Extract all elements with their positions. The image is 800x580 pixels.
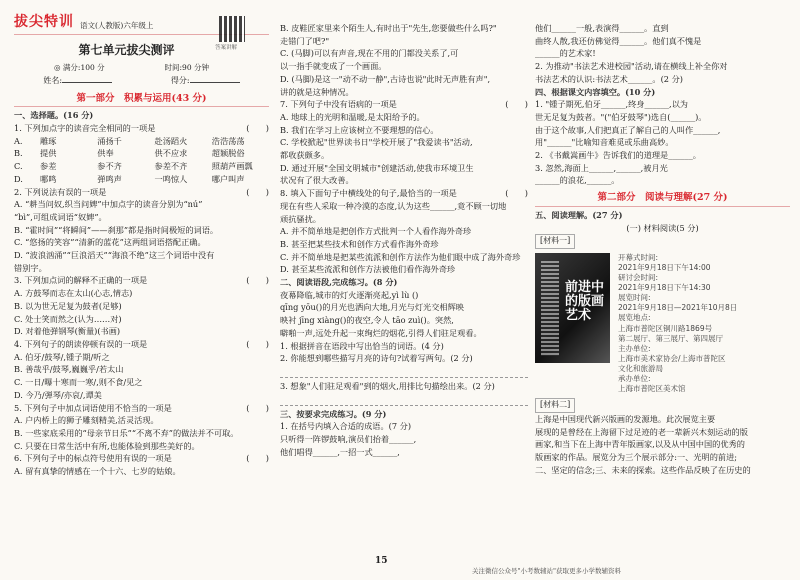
section-3-heading: 三、按要求完成练习。(9 分) (280, 408, 387, 419)
text-line: 错别字。 (14, 262, 47, 273)
text-line: C. 一日/曝十寒而一寒/,则不食/见之 (14, 377, 143, 388)
middle-column (280, 22, 528, 459)
text-line: 他们唱得______,一招一式______, (280, 446, 400, 457)
text-line: 夜幕降临,城市的灯火逐渐亮起,yì lù () (280, 289, 419, 300)
text-line: 由于这个故事,人们把真正了解自己的人叫作______, (535, 124, 721, 135)
text-line: 书法艺术的认识:书法艺术______。(2 分) (535, 73, 683, 84)
text-line: 二、坚定的信念;三、未来的探索。这些作品反映了在历史的 (535, 464, 751, 475)
text-line: D. “波浪汹涌”“巨浪滔天”“海浪不绝”这三个词语中没有 (14, 250, 215, 261)
text-line: A. 并不简单地是把创作方式批判一个人看作海外奇珍 (280, 226, 472, 237)
poster-cover-image (535, 253, 610, 363)
question-4: 4. 下列句子的朗读停顿有误的一项是 ( ) (14, 338, 269, 349)
text-line: 2. 你能想到哪些描写月亮的诗句?试着写两句。(2 分) (280, 353, 473, 364)
text-line: D. 今乃/弹琴/亦哀/,谭美 (14, 389, 102, 400)
student-fields: 姓名: 得分: (14, 75, 269, 87)
text-line: 2. 《书戴嵩画牛》告诉我们的道理是______。 (535, 150, 701, 161)
text-line: 1. 在括号内填入合适的成语。(7 分) (280, 421, 412, 432)
text-line: 都收获颇多。 (280, 150, 330, 161)
part-two-heading: 第二部分 阅读与理解(27 分) (535, 191, 790, 207)
subsection-heading: (一) 材料阅读(5 分) (626, 222, 699, 233)
text-line: 2. 为推动"书法艺术进校园"活动,请在横线上补全你对 (535, 61, 728, 72)
text-line: D. (马脚)是这一"动不动一静",古诗也说"此时无声胜有声", (280, 73, 491, 84)
left-column (14, 0, 269, 478)
text-line: 他们______一般,表演得______。直到 (535, 23, 669, 33)
text-line: B. 我们在学习上应该树立不要理想的信心。 (280, 124, 439, 135)
text-line: B. 甚至把某些技术和创作方式看作海外奇珍 (280, 238, 439, 249)
answer-line[interactable] (280, 393, 528, 406)
score-label: 得分 (170, 76, 187, 86)
text-line: A. 伯牙/鼓琴/,锺子期/听之 (14, 351, 110, 362)
text-line: D. 对着他弹钢琴(衡量)(书画) (14, 326, 121, 337)
text-line: C. “悠扬的笑容”“清新的蓝花”这两组词语搭配正确。 (14, 237, 206, 248)
poster-cover-title: 前进中的版画艺术 (565, 279, 605, 324)
text-line: 噼啪一声,远处升起一束绚烂的烟花,引得人们驻足观看。 (280, 327, 482, 338)
text-line: 只听得一阵锣鼓响,演员们抬着______, (280, 434, 417, 445)
full-score: ◎ 满分:100 分 (54, 62, 105, 72)
text-line: D. 甚至某些流派和创作方法被他们看作海外奇珍 (280, 264, 456, 275)
question-5: 5. 下列句子中加点词语使用不恰当的一项是 ( ) (14, 402, 269, 413)
text-line: C. (马脚)可以有声音,现在不用的门都没关系了,可 (280, 48, 459, 59)
question-1: 1. 下列加点字的读音完全相同的一项是 ( ) (14, 123, 269, 134)
name-label: 姓名 (43, 76, 60, 86)
question-8: 8. 填入下面句子中横线处的句子,最恰当的一项是 ( ) (280, 188, 528, 199)
text-line: 顽抗骚扰。 (280, 213, 321, 224)
text-line: A. “耕当问奴,织当问婢”中加点字的读音分别为“nú” (14, 199, 203, 210)
exhibition-poster (535, 253, 790, 395)
text-line: B. 皮鞋匠家里来个陌生人,有时出于"先生,您要做些什么吗?" (280, 23, 497, 33)
text-line: B. 善哉乎/鼓琴,巍巍乎/若太山 (14, 364, 124, 375)
material-two-label: [材料二] (535, 398, 575, 412)
text-line: 曲终人散,我还仿佛觉得______。他们真不愧是 (535, 35, 702, 46)
text-line: 3. 忽然,海面上______,______,被月光 (535, 162, 668, 173)
section-4-heading: 四、根据课文内容填空。(10 分) (535, 86, 656, 97)
section-1-heading: 一、选择题。(16 分) (14, 110, 94, 121)
text-line: C. 学校掀起"世界读书日"学校开展了"我爱读书"活动, (280, 137, 473, 148)
text-line: 用"______"比喻知音难觅或乐曲高妙。 (535, 137, 674, 148)
text-line: 1. "锺子期死,伯牙______,终身______,以为 (535, 99, 688, 110)
page-number: 15 (375, 556, 388, 566)
time-limit: 时间:90 分钟 (164, 62, 209, 72)
footer-note: 关注微信公众号"小考数辅站"获取更多小学数辅资料 (472, 567, 621, 575)
q1-option-b: B. 提供 供奉 供不应求 超颖脱俗 (14, 148, 245, 159)
text-line: A. 户内桥上的狮子雕刻精美,活灵活现。 (14, 415, 159, 426)
text-line: C. 只要在日常生活中有所,也能体验到那些美好的。 (14, 440, 200, 451)
section-5-heading: 五、阅读理解。(27 分) (535, 209, 623, 220)
text-line: 上海是中国现代新兴版画的发源地。此次展览主要 (535, 413, 716, 424)
text-line: ______的艺术家! (535, 48, 596, 59)
question-3: 3. 下列加点词的解释不正确的一项是 ( ) (14, 275, 269, 286)
exam-meta (54, 62, 209, 74)
answer-line[interactable] (280, 365, 528, 378)
text-line: A. 留有真挚的情感在一个十六、七岁的姑娘。 (14, 466, 181, 477)
part-one-heading: 第一部分 积累与运用(43 分) (14, 92, 269, 108)
text-line: 映衬 jīng xiàng()的夜空,令人 tāo zuì()。突然, (280, 315, 454, 326)
text-line: A. 方鼓琴而志在太山(心志,情志) (14, 288, 133, 299)
text-line: C. 并不简单地是把某些流派和创作方法作为他们眼中成了海外奇珍 (280, 251, 521, 262)
series-label: 语文(人教版)六年级上 (80, 21, 154, 31)
text-line: 讲的就是这种情况。 (280, 86, 354, 97)
question-2: 2. 下列说法有误的一项是 ( ) (14, 186, 269, 197)
brand-logo: 拔尖特训 (14, 14, 74, 31)
material-one-label: [材料一] (535, 234, 575, 248)
text-line: B. 一些家底采用的“母亲节日乐”“不离不弃”的做法并不可取。 (14, 427, 239, 438)
q1-option-d: D. 哪鸣 弹鸣声 一鸣惊人 哪户叫声 (14, 173, 245, 184)
text-line: D. 通过开展"全国文明城市"创建活动,使我市环境卫生 (280, 162, 474, 173)
text-line: 以一指手就变成了一个画面。 (280, 61, 387, 72)
text-line: ______的浪花,______。 (535, 175, 620, 186)
text-line: 版画家的作品。展览分为三个展示部分:一、光明的前进; (535, 451, 738, 462)
section-2-heading: 二、阅读语段,完成练习。(8 分) (280, 277, 398, 288)
text-line: 世无足复为鼓者。"("伯牙鼓琴")选自(______)。 (535, 111, 707, 122)
text-line: B. 以为世无足复为鼓者(足够) (14, 300, 122, 311)
page-title: 第七单元拔尖测评 (78, 43, 175, 57)
name-field[interactable] (62, 82, 112, 83)
question-7: 7. 下列句子中没有语病的一项是 ( ) (280, 99, 528, 110)
text-line: 画家,和当下在上海中青年版画家,以及从中国中国的优秀的 (535, 439, 745, 450)
text-line: qīng yōu()的月光也洒向大地,月光与灯光交相辉映 (280, 302, 464, 313)
score-field[interactable] (190, 82, 240, 83)
q1-option-c: C. 参差 参不齐 参差不齐 照葫芦画瓢 (14, 161, 253, 172)
text-line: 状况有了很大改善。 (280, 175, 354, 186)
poster-info: 开幕式时间: 2021年9月18日下午14:00 研讨会时间: 2021年9月18日下午14:30 展览时间: 2021年9月18日—2021年10月8日 展览地点: 上海市普陀区铜川路1869号 第二展厅、第三展厅、第四展厅 主办单位: 上海市美术家协会/上海市普陀区 文化和旅游局 承办单位: 上海市普陀区美术馆 (618, 252, 738, 394)
text-line: C. 处士笑而然之(认为……对) (14, 313, 122, 324)
text-line: 1. 根据拼音在语段中写出恰当的词语。(4 分) (280, 340, 444, 351)
right-column (535, 22, 790, 476)
text-line: 现在有些人采取一种冷漠的态度,认为这些______,竟不顾一切地 (280, 200, 507, 211)
question-6: 6. 下列句子中的标点符号使用有误的一项是 ( ) (14, 453, 269, 464)
text-line: B. “霍时间”“将瞬间”——刹那”都是指时间极短的词语。 (14, 224, 219, 235)
qr-label: 答案讲解 (215, 45, 238, 51)
text-line: “bì”,可组成词语“奴婢”。 (14, 211, 107, 222)
q1-option-a: A. 雕琢 涌扬千 赴汤蹈火 浩浩荡荡 (14, 135, 245, 146)
text-line: 展现的是曾经在上海留下过足迹的老一辈新兴木刻运动的版 (535, 426, 748, 437)
text-line: A. 地球上的光明和温暖,是太阳给予的。 (280, 111, 425, 122)
qr-code-icon[interactable] (219, 16, 245, 42)
text-line: 走错门了吧?" (280, 35, 330, 46)
text-line: 3. 想象"人们驻足观看"到的烟火,用排比句描绘出来。(2 分) (280, 380, 495, 391)
